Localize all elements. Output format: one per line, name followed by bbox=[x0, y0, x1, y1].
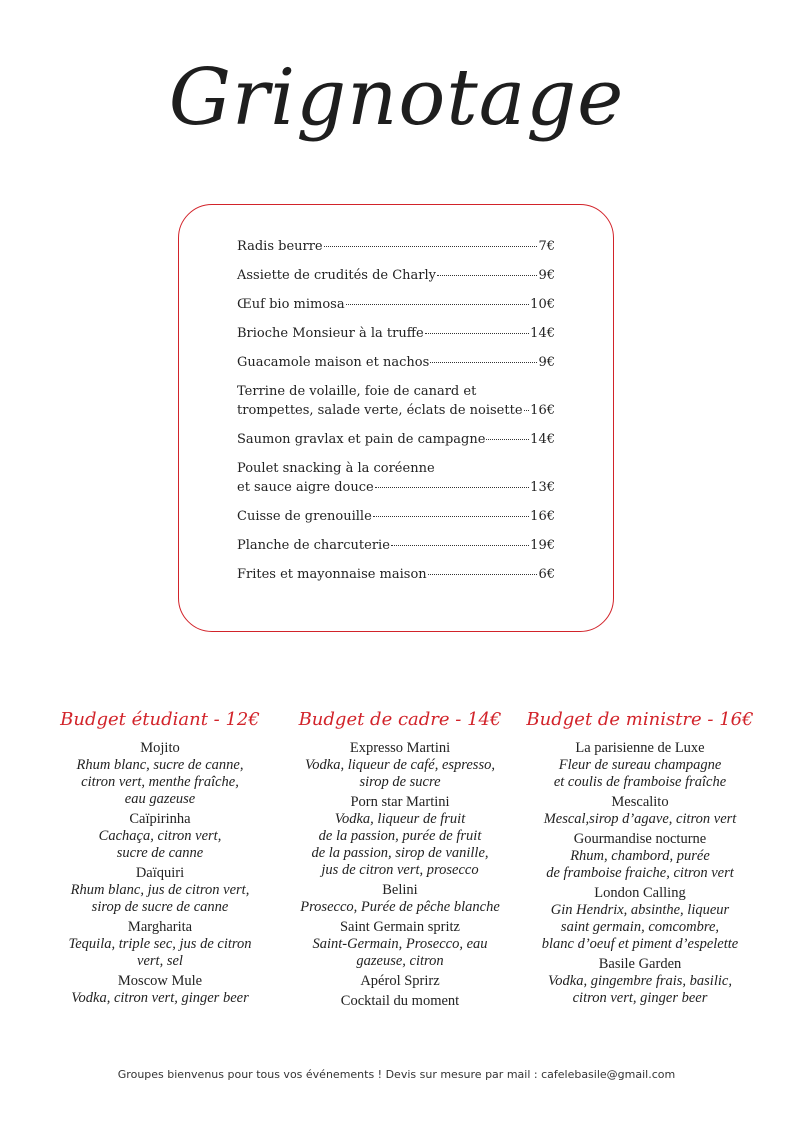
drink-name: London Calling bbox=[594, 885, 686, 901]
drink-item bbox=[44, 811, 276, 862]
cocktail-column bbox=[44, 706, 276, 1013]
drink-description: Vodka, gingembre frais, basilic, citron vert, ginger beer bbox=[548, 973, 732, 1006]
dot-leader bbox=[375, 487, 529, 488]
drink-name: Belini bbox=[382, 882, 418, 898]
snack-price: 16€ bbox=[530, 509, 555, 524]
snack-price: 9€ bbox=[538, 268, 555, 283]
drink-item bbox=[44, 740, 276, 808]
snack-row bbox=[237, 266, 555, 285]
drink-description: Mescal,sirop d’agave, citron vert bbox=[543, 811, 737, 827]
snack-name: Planche de charcuterie bbox=[237, 538, 390, 553]
drink-description: Rhum blanc, sucre de canne, citron vert, menthe fraîche, eau gazeuse bbox=[76, 757, 244, 807]
drink-name: Cocktail du moment bbox=[340, 993, 460, 1009]
snack-price: 7€ bbox=[538, 239, 555, 254]
snack-row bbox=[237, 324, 555, 343]
drink-item bbox=[284, 973, 516, 990]
drink-description: Rhum blanc, jus de citron vert, sirop de sucre de canne bbox=[70, 882, 250, 915]
snack-price: 14€ bbox=[530, 326, 555, 341]
snack-item bbox=[237, 565, 555, 584]
drink-description: Tequila, triple sec, jus de citron vert, sel bbox=[68, 936, 252, 969]
snack-row bbox=[237, 353, 555, 372]
drink-name: Apérol Sprirz bbox=[360, 973, 440, 989]
snack-row bbox=[237, 565, 555, 584]
snack-list bbox=[237, 237, 555, 594]
snack-item bbox=[237, 353, 555, 372]
drink-item bbox=[524, 956, 756, 1007]
snack-price: 6€ bbox=[538, 567, 555, 582]
drink-description: Fleur de sureau champagne et coulis de framboise fraîche bbox=[553, 757, 727, 790]
drink-item bbox=[284, 740, 516, 791]
dot-leader bbox=[346, 304, 530, 305]
drink-item bbox=[284, 993, 516, 1010]
snack-name: Œuf bio mimosa bbox=[237, 297, 345, 312]
snack-row bbox=[237, 536, 555, 555]
snack-item bbox=[237, 295, 555, 314]
snack-price: 9€ bbox=[538, 355, 555, 370]
drink-name: Mescalito bbox=[611, 794, 669, 810]
cocktail-column bbox=[284, 706, 516, 1013]
page-title: Grignotage bbox=[168, 53, 625, 143]
cocktail-columns bbox=[44, 706, 756, 1013]
snack-name-line: Poulet snacking à la coréenne bbox=[237, 461, 435, 476]
snack-name: Brioche Monsieur à la truffe bbox=[237, 326, 424, 341]
dot-leader bbox=[428, 574, 538, 575]
snack-item bbox=[237, 430, 555, 449]
snack-item bbox=[237, 237, 555, 256]
dot-leader bbox=[425, 333, 530, 334]
column-title: Budget de ministre - 16€ bbox=[526, 709, 754, 730]
drink-description: Vodka, liqueur de fruit de la passion, purée de fruit de la passion, sirop de vanille, jus de citron vert, prosecco bbox=[311, 811, 489, 878]
drink-name: La parisienne de Luxe bbox=[575, 740, 705, 756]
snack-price: 16€ bbox=[530, 403, 555, 418]
dot-leader bbox=[324, 246, 538, 247]
dot-leader bbox=[430, 362, 537, 363]
drink-description: Vodka, liqueur de café, espresso, sirop de sucre bbox=[305, 757, 495, 790]
snack-name: Guacamole maison et nachos bbox=[237, 355, 430, 370]
snack-name: Assiette de crudités de Charly bbox=[237, 268, 437, 283]
snack-item bbox=[237, 324, 555, 343]
snack-name: Frites et mayonnaise maison bbox=[237, 567, 427, 582]
snack-name-line: Terrine de volaille, foie de canard et bbox=[237, 384, 477, 399]
drink-name: Margharita bbox=[127, 919, 193, 935]
dot-leader bbox=[373, 516, 529, 517]
snack-item bbox=[237, 266, 555, 285]
dot-leader bbox=[524, 410, 530, 411]
drink-item bbox=[284, 794, 516, 879]
drink-item bbox=[284, 882, 516, 916]
column-title: Budget étudiant - 12€ bbox=[60, 709, 260, 730]
snack-price: 13€ bbox=[530, 480, 555, 495]
drink-item bbox=[524, 885, 756, 953]
snack-price: 14€ bbox=[530, 432, 555, 447]
drink-name: Daïquiri bbox=[135, 865, 185, 881]
snack-name: trompettes, salade verte, éclats de noisette bbox=[237, 403, 523, 418]
drink-name: Expresso Martini bbox=[349, 740, 451, 756]
dot-leader bbox=[391, 545, 529, 546]
cocktail-column bbox=[524, 706, 756, 1013]
drink-name: Basile Garden bbox=[598, 956, 682, 972]
dot-leader bbox=[486, 439, 529, 440]
snack-menu-box bbox=[178, 204, 614, 632]
snack-name: et sauce aigre douce bbox=[237, 480, 374, 495]
drink-name: Mojito bbox=[140, 740, 180, 756]
dot-leader bbox=[437, 275, 537, 276]
drink-name: Gourmandise nocturne bbox=[573, 831, 707, 847]
drink-item bbox=[284, 919, 516, 970]
drink-item bbox=[44, 973, 276, 1007]
drink-item bbox=[44, 919, 276, 970]
drink-item bbox=[524, 794, 756, 828]
snack-item bbox=[237, 536, 555, 555]
drink-item bbox=[44, 865, 276, 916]
snack-name: Radis beurre bbox=[237, 239, 323, 254]
drink-description: Cachaça, citron vert, sucre de canne bbox=[98, 828, 222, 861]
snack-price: 19€ bbox=[530, 538, 555, 553]
snack-item bbox=[237, 507, 555, 526]
drink-item bbox=[524, 740, 756, 791]
drink-description: Rhum, chambord, purée de framboise fraiche, citron vert bbox=[546, 848, 734, 881]
footer-note: Groupes bienvenus pour tous vos événements ! Devis sur mesure par mail : cafelebasile@gmail.com bbox=[117, 1068, 676, 1081]
column-title: Budget de cadre - 14€ bbox=[298, 709, 502, 730]
snack-row bbox=[237, 401, 555, 420]
drink-name: Porn star Martini bbox=[350, 794, 450, 810]
snack-item bbox=[237, 382, 555, 420]
snack-row bbox=[237, 478, 555, 497]
snack-row bbox=[237, 295, 555, 314]
drink-name: Saint Germain spritz bbox=[339, 919, 460, 935]
snack-name: Saumon gravlax et pain de campagne bbox=[237, 432, 486, 447]
drink-description: Prosecco, Purée de pêche blanche bbox=[300, 899, 500, 915]
snack-price: 10€ bbox=[530, 297, 555, 312]
snack-row bbox=[237, 237, 555, 256]
snack-row bbox=[237, 430, 555, 449]
snack-item bbox=[237, 459, 555, 497]
drink-name: Caïpirinha bbox=[129, 811, 191, 827]
drink-description: Vodka, citron vert, ginger beer bbox=[71, 990, 249, 1006]
drink-description: Gin Hendrix, absinthe, liqueur saint germain, comcombre, blanc d’oeuf et piment d’espelette bbox=[541, 902, 739, 952]
snack-name: Cuisse de grenouille bbox=[237, 509, 372, 524]
drink-name: Moscow Mule bbox=[117, 973, 203, 989]
drink-item bbox=[524, 831, 756, 882]
drink-description: Saint-Germain, Prosecco, eau gazeuse, citron bbox=[312, 936, 488, 969]
snack-row bbox=[237, 507, 555, 526]
